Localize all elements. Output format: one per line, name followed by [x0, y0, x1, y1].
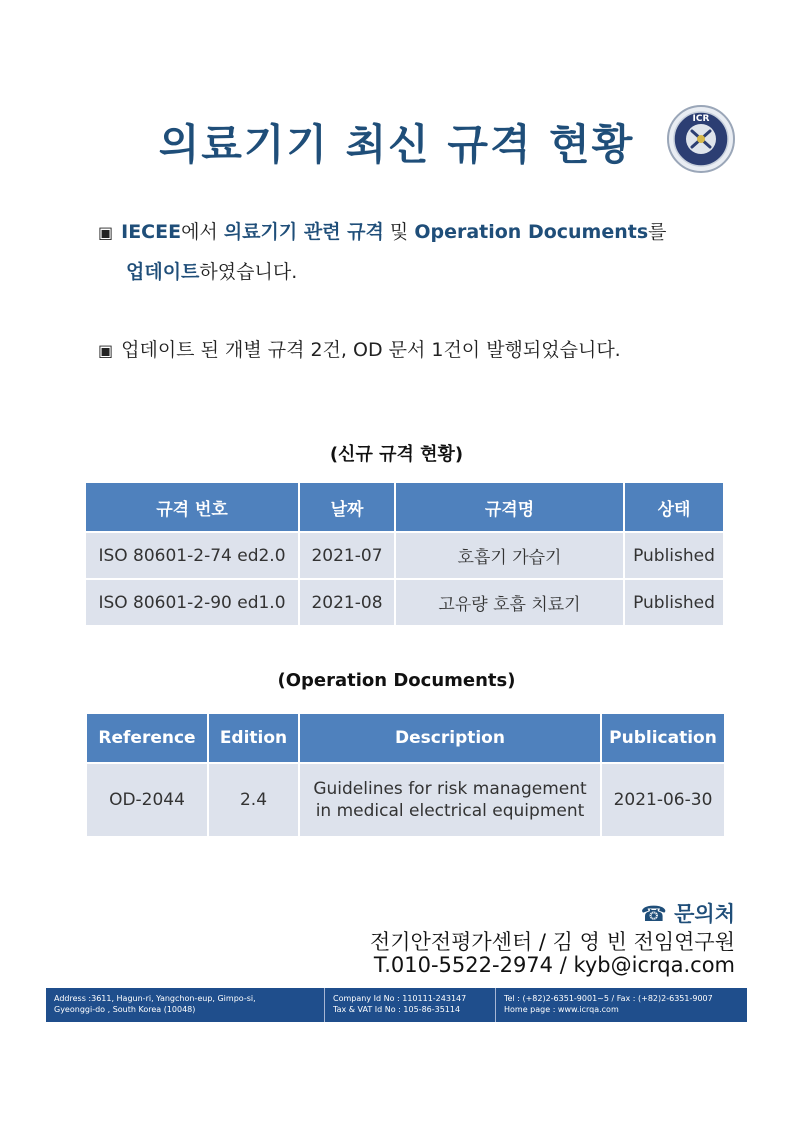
- col-header: Description: [300, 714, 600, 762]
- contact-heading: ☎ 문의처: [640, 902, 735, 926]
- page-title: 의료기기 최신 규격 현황: [158, 120, 635, 169]
- col-header: 날짜: [300, 483, 394, 531]
- table-cell: ISO 80601-2-74 ed2.0: [86, 533, 298, 578]
- table-cell: Published: [625, 580, 723, 625]
- table-cell: 호흡기 가습기: [396, 533, 623, 578]
- logo-letters: ICR: [692, 114, 710, 124]
- table-row: [86, 533, 723, 578]
- table-cell: 2021-08: [300, 580, 394, 625]
- bullet-item-1-cont: 업데이트하였습니다.: [126, 261, 298, 283]
- icr-seal-logo: [666, 104, 736, 174]
- phone-icon: ☎: [640, 902, 667, 926]
- footer-company-ids: Company Id No : 110111-243147 Tax & VAT Id No : 105-86-35114: [325, 988, 496, 1022]
- footer-tel: Tel : (+82)2-6351-9001~5 / Fax : (+82)2-6351-9007 Home page : www.icrqa.com: [504, 994, 713, 1014]
- col-header: Reference: [87, 714, 207, 762]
- table-cell: Published: [625, 533, 723, 578]
- table-cell-description: Guidelines for risk management in medical electrical equipment: [300, 764, 600, 836]
- table-cell: 고유량 호흡 치료기: [396, 580, 623, 625]
- square-bullet-icon: ▣: [98, 341, 114, 360]
- contact-person: 전기안전평가센터 / 김 영 빈 전임연구원: [369, 930, 735, 954]
- standards-table: [84, 481, 725, 627]
- table-cell: 2.4: [209, 764, 298, 836]
- od-caption: (Operation Documents): [277, 670, 516, 691]
- col-header: 상태: [625, 483, 723, 531]
- table-cell: ISO 80601-2-90 ed1.0: [86, 580, 298, 625]
- col-header: Edition: [209, 714, 298, 762]
- table-cell: 2021-07: [300, 533, 394, 578]
- footer-address: Address :3611, Hagun-ri, Yangchon-eup, Gimpo-si, Gyeonggi-do , South Korea (10048): [46, 988, 325, 1022]
- table-cell: 2021-06-30: [602, 764, 724, 836]
- col-header: 규격명: [396, 483, 623, 531]
- square-bullet-icon: ▣: [98, 223, 114, 242]
- contact-phone-email: T.010-5522-2974 / kyb@icrqa.com: [373, 953, 735, 977]
- col-header: Publication: [602, 714, 724, 762]
- table-row: [87, 764, 724, 836]
- bullet-item-2: ▣ 업데이트 된 개별 규격 2건, OD 문서 1건이 발행되었습니다.: [98, 337, 621, 364]
- bullet-item-1: ▣ IECEE에서 의료기기 관련 규격 및 Operation Documents를: [98, 219, 667, 246]
- standards-caption: (신규 규격 현황): [329, 444, 464, 465]
- table-row: [86, 580, 723, 625]
- footer-bar: [46, 988, 747, 1022]
- col-header: 규격 번호: [86, 483, 298, 531]
- table-cell: OD-2044: [87, 764, 207, 836]
- od-table: [85, 712, 726, 838]
